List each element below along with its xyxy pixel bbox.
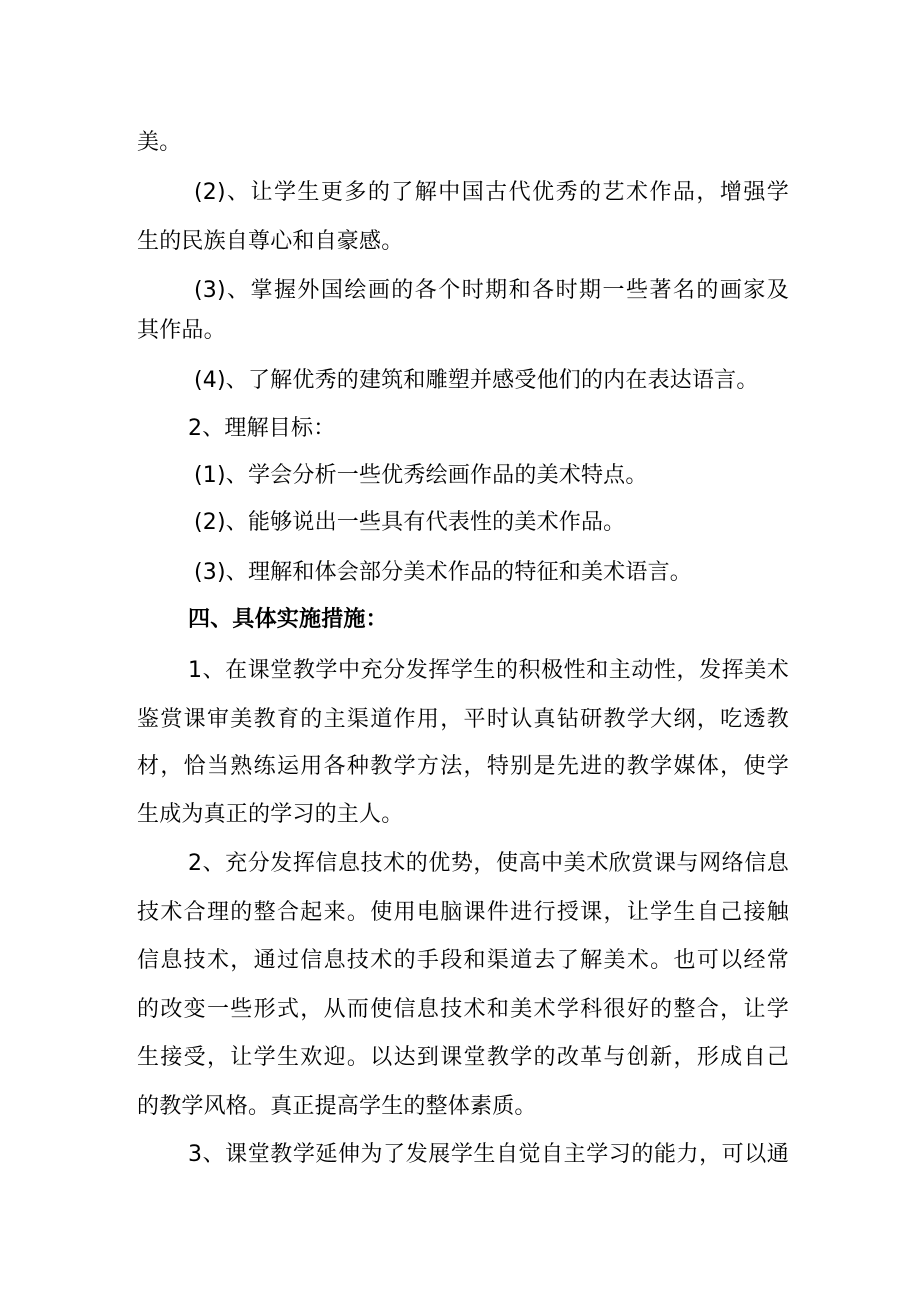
text-line: 的教学风格。真正提高学生的整体素质。 <box>137 1094 537 1119</box>
text-line: 1、在课堂教学中充分发挥学生的积极性和主动性，发挥美术 <box>188 658 789 683</box>
text-line: (2)、能够说出一些具有代表性的美术作品。 <box>194 510 626 535</box>
text-line: 美。 <box>137 130 182 155</box>
text-line: (3)、掌握外国绘画的各个时期和各时期一些著名的画家及 <box>194 278 789 303</box>
text-line: 其作品。 <box>137 318 226 343</box>
text-line: 2、理解目标： <box>188 416 336 441</box>
text-line: 3、课堂教学延伸为了发展学生自觉自主学习的能力，可以通 <box>188 1142 789 1167</box>
text-line: (4)、了解优秀的建筑和雕塑并感受他们的内在表达语言。 <box>194 368 759 393</box>
text-line: 鉴赏课审美教育的主渠道作用，平时认真钻研教学大纲，吃透教 <box>137 707 789 732</box>
text-line: 技术合理的整合起来。使用电脑课件进行授课，让学生自己接触 <box>137 900 789 925</box>
text-line: 的改变一些形式，从而使信息技术和美术学科很好的整合，让学 <box>137 997 789 1022</box>
section-heading: 四、具体实施措施： <box>188 607 388 632</box>
text-line: (3)、理解和体会部分美术作品的特征和美术语言。 <box>194 560 692 585</box>
text-line: (1)、学会分析一些优秀绘画作品的美术特点。 <box>194 463 648 488</box>
text-line: (2)、让学生更多的了解中国古代优秀的艺术作品，增强学 <box>194 180 789 205</box>
text-line: 生成为真正的学习的主人。 <box>137 802 404 827</box>
text-line: 材，恰当熟练运用各种教学方法，特别是先进的教学媒体，使学 <box>137 754 789 779</box>
text-line: 生的民族自尊心和自豪感。 <box>137 229 404 254</box>
text-line: 信息技术，通过信息技术的手段和渠道去了解美术。也可以经常 <box>137 948 789 973</box>
text-line: 生接受，让学生欢迎。以达到课堂教学的改革与创新，形成自己 <box>137 1045 789 1070</box>
text-line: 2、充分发挥信息技术的优势，使高中美术欣赏课与网络信息 <box>188 851 789 876</box>
